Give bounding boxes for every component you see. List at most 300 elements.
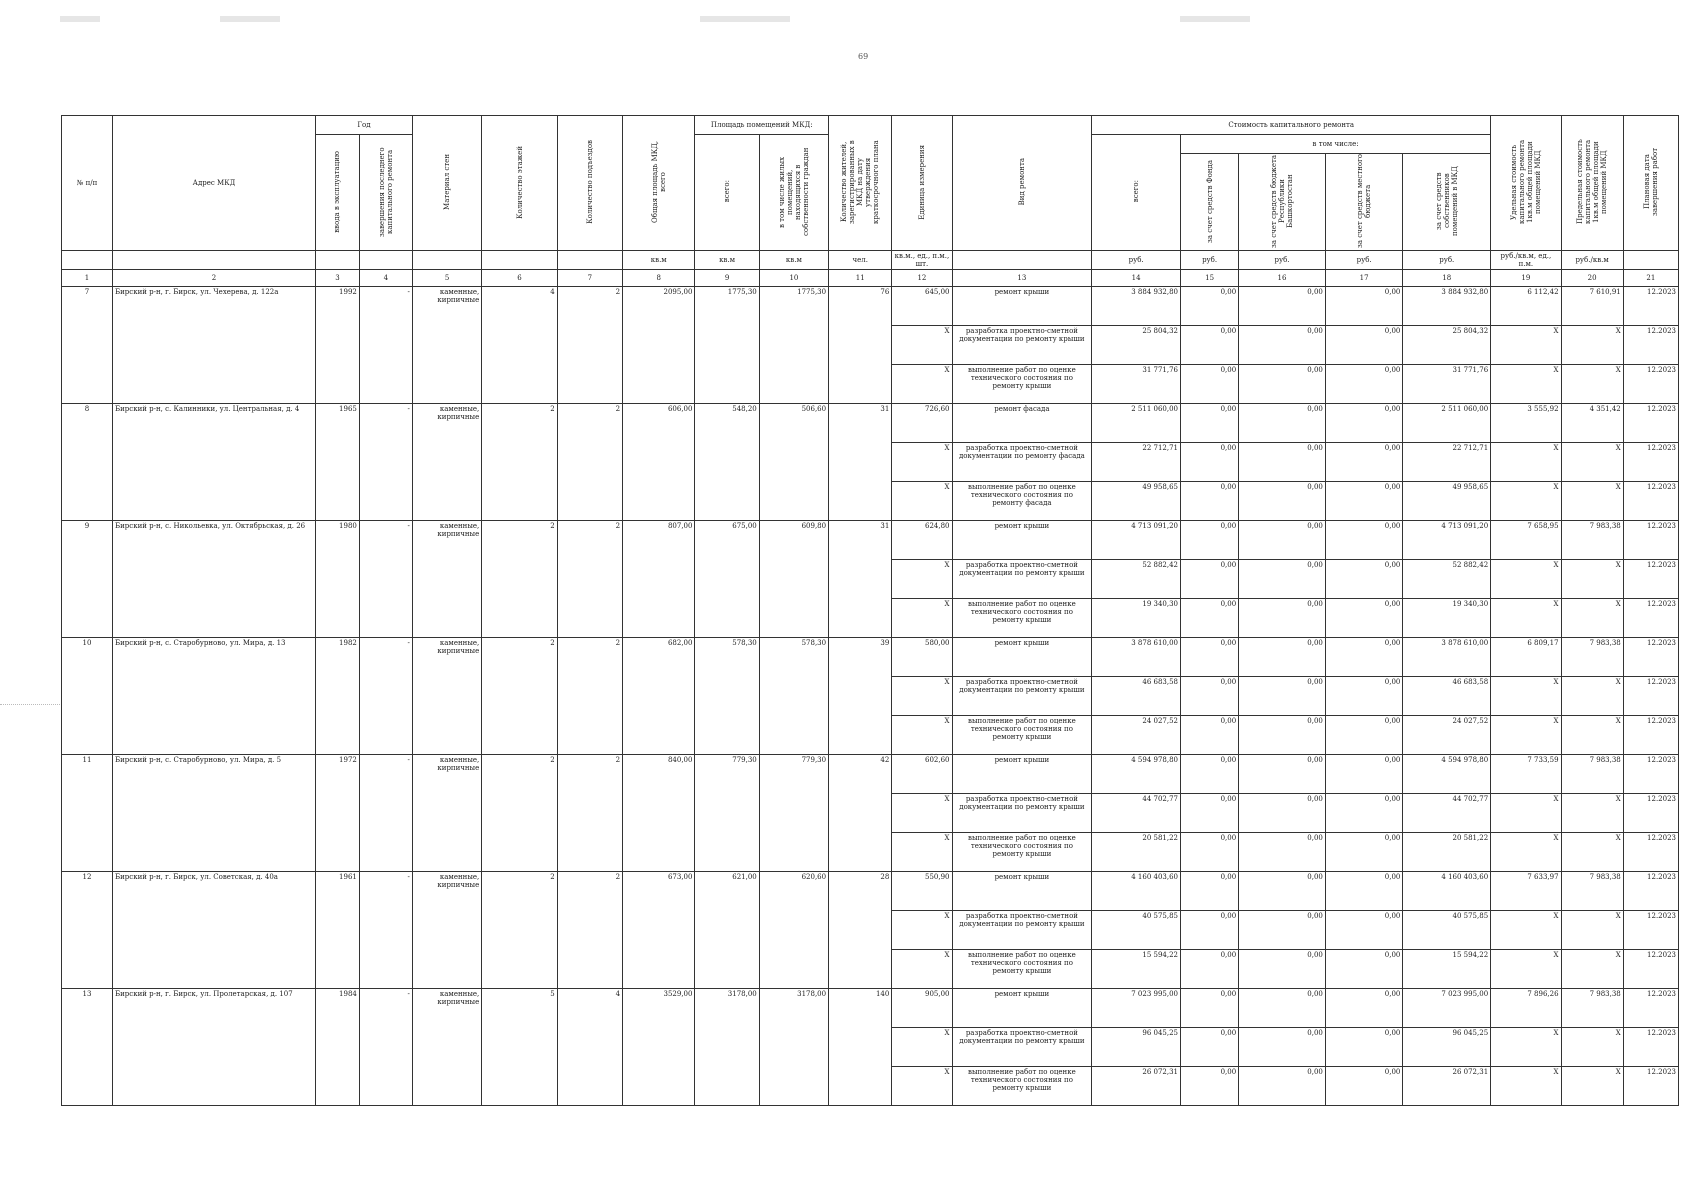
work-cost-total: 44 702,77 [1092, 794, 1181, 833]
unit-cell: чел. [829, 251, 892, 270]
column-number: 5 [412, 270, 481, 287]
record-area-total: 675,00 [695, 521, 759, 638]
work-type: выполнение работ по оценке технического состояния по ремонту крыши [952, 1067, 1092, 1106]
unit-cell: руб./кв.м, ед., п.м. [1491, 251, 1561, 270]
hdr-year-group: Год [316, 116, 413, 135]
record-year-built: 1982 [316, 638, 360, 755]
records-body [62, 287, 1679, 1106]
record-residents: 31 [829, 521, 892, 638]
work-max-cost: X [1561, 365, 1623, 404]
work-cost-total: 20 581,22 [1092, 833, 1181, 872]
record-area-residential: 506,60 [759, 404, 828, 521]
work-planned-date: 12.2023 [1623, 560, 1678, 599]
work-cost-owners: 25 804,32 [1403, 326, 1491, 365]
work-planned-date: 12.2023 [1623, 716, 1678, 755]
work-cost-fund: 0,00 [1181, 521, 1239, 560]
record-area-residential: 578,30 [759, 638, 828, 755]
record-floors: 2 [482, 638, 557, 755]
scan-noise [220, 16, 280, 22]
work-cost-fund: 0,00 [1181, 677, 1239, 716]
work-cost-local: 0,00 [1325, 482, 1403, 521]
work-cost-owners: 7 023 995,00 [1403, 989, 1491, 1028]
record-number: 13 [62, 989, 113, 1106]
record-entrances: 2 [557, 404, 622, 521]
hdr-republic-budget: за счет средств бюджета Республики Башкортостан [1239, 154, 1326, 251]
work-planned-date: 12.2023 [1623, 755, 1678, 794]
scan-noise [700, 16, 790, 22]
work-type: ремонт крыши [952, 755, 1092, 794]
work-cost-local: 0,00 [1325, 365, 1403, 404]
unit-cell: кв.м., ед., п.м., шт. [892, 251, 952, 270]
record-total-area: 682,00 [623, 638, 695, 755]
record-total-area: 840,00 [623, 755, 695, 872]
work-planned-date: 12.2023 [1623, 599, 1678, 638]
work-max-cost: X [1561, 833, 1623, 872]
work-cost-local: 0,00 [1325, 872, 1403, 911]
record-address: Бирский р-н, с. Старобурново, ул. Мира, д. 13 [113, 638, 316, 755]
record-floors: 5 [482, 989, 557, 1106]
record-wall-material: каменные, кирпичные [412, 755, 481, 872]
work-max-cost: 7 983,38 [1561, 638, 1623, 677]
work-planned-date: 12.2023 [1623, 677, 1678, 716]
column-number: 20 [1561, 270, 1623, 287]
unit-cell: руб. [1092, 251, 1181, 270]
scan-noise [1180, 16, 1250, 22]
hdr-year-commission: ввода в эксплуатацию [316, 135, 360, 251]
record-wall-material: каменные, кирпичные [412, 521, 481, 638]
work-specific-cost: X [1491, 833, 1561, 872]
work-max-cost: X [1561, 950, 1623, 989]
capital-repair-table [61, 115, 1679, 1106]
record-total-area: 807,00 [623, 521, 695, 638]
work-unit-value: X [892, 950, 952, 989]
work-cost-total: 3 878 610,00 [1092, 638, 1181, 677]
work-cost-local: 0,00 [1325, 287, 1403, 326]
record-total-area: 673,00 [623, 872, 695, 989]
work-unit-value: 550,90 [892, 872, 952, 911]
work-specific-cost: X [1491, 482, 1561, 521]
work-type: выполнение работ по оценке технического состояния по ремонту фасада [952, 482, 1092, 521]
work-cost-owners: 96 045,25 [1403, 1028, 1491, 1067]
record-number: 8 [62, 404, 113, 521]
work-planned-date: 12.2023 [1623, 1028, 1678, 1067]
work-cost-fund: 0,00 [1181, 716, 1239, 755]
work-cost-owners: 52 882,42 [1403, 560, 1491, 599]
record-year-built: 1980 [316, 521, 360, 638]
work-specific-cost: X [1491, 365, 1561, 404]
work-cost-total: 31 771,76 [1092, 365, 1181, 404]
work-cost-total: 15 594,22 [1092, 950, 1181, 989]
work-type: выполнение работ по оценке технического состояния по ремонту крыши [952, 365, 1092, 404]
work-cost-fund: 0,00 [1181, 638, 1239, 677]
work-max-cost: X [1561, 911, 1623, 950]
record-year-repair: - [359, 521, 412, 638]
work-planned-date: 12.2023 [1623, 287, 1678, 326]
table-row [62, 404, 1679, 443]
work-unit-value: X [892, 560, 952, 599]
work-type: разработка проектно-сметной документации по ремонту крыши [952, 1028, 1092, 1067]
work-planned-date: 12.2023 [1623, 1067, 1678, 1106]
work-type: выполнение работ по оценке технического состояния по ремонту крыши [952, 950, 1092, 989]
record-residents: 76 [829, 287, 892, 404]
hdr-year-last-repair: завершения последнего капитального ремонта [359, 135, 412, 251]
work-cost-total: 24 027,52 [1092, 716, 1181, 755]
work-planned-date: 12.2023 [1623, 521, 1678, 560]
record-wall-material: каменные, кирпичные [412, 404, 481, 521]
work-cost-owners: 3 884 932,80 [1403, 287, 1491, 326]
work-cost-republic: 0,00 [1239, 599, 1326, 638]
record-wall-material: каменные, кирпичные [412, 287, 481, 404]
hdr-fund: за счет средств Фонда [1181, 154, 1239, 251]
work-specific-cost: 3 555,92 [1491, 404, 1561, 443]
work-unit-value: 580,00 [892, 638, 952, 677]
work-cost-republic: 0,00 [1239, 404, 1326, 443]
record-year-repair: - [359, 872, 412, 989]
record-wall-material: каменные, кирпичные [412, 989, 481, 1106]
work-type: выполнение работ по оценке технического состояния по ремонту крыши [952, 833, 1092, 872]
work-cost-local: 0,00 [1325, 950, 1403, 989]
column-number: 3 [316, 270, 360, 287]
record-residents: 28 [829, 872, 892, 989]
record-residents: 31 [829, 404, 892, 521]
column-number: 4 [359, 270, 412, 287]
work-specific-cost: X [1491, 443, 1561, 482]
record-address: Бирский р-н, г. Бирск, ул. Советская, д. 40а [113, 872, 316, 989]
work-max-cost: X [1561, 599, 1623, 638]
work-max-cost: X [1561, 326, 1623, 365]
record-year-repair: - [359, 755, 412, 872]
work-cost-republic: 0,00 [1239, 560, 1326, 599]
work-specific-cost: 7 658,95 [1491, 521, 1561, 560]
work-specific-cost: X [1491, 1067, 1561, 1106]
hdr-total-area: Общая площадь МКД, всего [623, 116, 695, 251]
work-unit-value: 905,00 [892, 989, 952, 1028]
work-specific-cost: X [1491, 1028, 1561, 1067]
work-cost-owners: 46 683,58 [1403, 677, 1491, 716]
hdr-owners: за счет средств собственников помещений в МКД [1403, 154, 1491, 251]
record-floors: 2 [482, 872, 557, 989]
work-specific-cost: X [1491, 794, 1561, 833]
work-cost-total: 7 023 995,00 [1092, 989, 1181, 1028]
work-cost-total: 49 958,65 [1092, 482, 1181, 521]
work-specific-cost: X [1491, 950, 1561, 989]
work-unit-value: X [892, 833, 952, 872]
work-cost-local: 0,00 [1325, 1028, 1403, 1067]
record-entrances: 4 [557, 989, 622, 1106]
work-cost-fund: 0,00 [1181, 872, 1239, 911]
work-type: разработка проектно-сметной документации по ремонту крыши [952, 794, 1092, 833]
hdr-cost-total: всего: [1092, 135, 1181, 251]
work-cost-owners: 24 027,52 [1403, 716, 1491, 755]
hdr-entrances: Количество подъездов [557, 116, 622, 251]
work-cost-owners: 4 713 091,20 [1403, 521, 1491, 560]
scan-artifact-line [0, 704, 60, 705]
record-wall-material: каменные, кирпичные [412, 638, 481, 755]
column-number: 8 [623, 270, 695, 287]
unit-cell: руб. [1403, 251, 1491, 270]
page-number: 69 [858, 52, 869, 61]
work-cost-republic: 0,00 [1239, 443, 1326, 482]
work-specific-cost: X [1491, 326, 1561, 365]
column-number: 11 [829, 270, 892, 287]
work-unit-value: 602,60 [892, 755, 952, 794]
work-cost-total: 46 683,58 [1092, 677, 1181, 716]
work-max-cost: X [1561, 1067, 1623, 1106]
work-cost-total: 4 160 403,60 [1092, 872, 1181, 911]
record-floors: 2 [482, 521, 557, 638]
record-year-repair: - [359, 989, 412, 1106]
work-cost-owners: 20 581,22 [1403, 833, 1491, 872]
work-type: ремонт крыши [952, 989, 1092, 1028]
work-cost-fund: 0,00 [1181, 755, 1239, 794]
unit-cell: руб. [1239, 251, 1326, 270]
work-specific-cost: 7 896,26 [1491, 989, 1561, 1028]
work-cost-total: 52 882,42 [1092, 560, 1181, 599]
work-type: разработка проектно-сметной документации по ремонту крыши [952, 677, 1092, 716]
unit-cell: кв.м [695, 251, 759, 270]
work-specific-cost: 7 733,59 [1491, 755, 1561, 794]
work-max-cost: 7 983,38 [1561, 989, 1623, 1028]
work-unit-value: X [892, 482, 952, 521]
work-specific-cost: X [1491, 599, 1561, 638]
column-number: 15 [1181, 270, 1239, 287]
work-cost-owners: 40 575,85 [1403, 911, 1491, 950]
column-number: 13 [952, 270, 1092, 287]
record-area-total: 548,20 [695, 404, 759, 521]
work-max-cost: X [1561, 716, 1623, 755]
work-cost-owners: 2 511 060,00 [1403, 404, 1491, 443]
hdr-specific-cost: Удельная стоимость капитального ремонта 1кв.м общей площади помещений МКД [1491, 116, 1561, 251]
work-cost-republic: 0,00 [1239, 287, 1326, 326]
work-type: ремонт крыши [952, 638, 1092, 677]
work-type: выполнение работ по оценке технического состояния по ремонту крыши [952, 716, 1092, 755]
record-floors: 2 [482, 404, 557, 521]
work-unit-value: X [892, 443, 952, 482]
column-number: 10 [759, 270, 828, 287]
work-type: ремонт крыши [952, 287, 1092, 326]
record-address: Бирский р-н, с. Никольевка, ул. Октябрьская, д. 26 [113, 521, 316, 638]
work-cost-fund: 0,00 [1181, 404, 1239, 443]
work-cost-republic: 0,00 [1239, 677, 1326, 716]
work-planned-date: 12.2023 [1623, 989, 1678, 1028]
work-cost-republic: 0,00 [1239, 950, 1326, 989]
record-year-repair: - [359, 404, 412, 521]
work-unit-value: X [892, 677, 952, 716]
record-number: 9 [62, 521, 113, 638]
hdr-wall-material: Материал стен [412, 116, 481, 251]
work-cost-fund: 0,00 [1181, 950, 1239, 989]
record-area-residential: 609,80 [759, 521, 828, 638]
record-area-residential: 3178,00 [759, 989, 828, 1106]
record-area-residential: 779,30 [759, 755, 828, 872]
work-cost-total: 2 511 060,00 [1092, 404, 1181, 443]
work-max-cost: X [1561, 560, 1623, 599]
work-planned-date: 12.2023 [1623, 794, 1678, 833]
work-unit-value: X [892, 1028, 952, 1067]
work-specific-cost: X [1491, 560, 1561, 599]
work-unit-value: X [892, 326, 952, 365]
work-type: разработка проектно-сметной документации по ремонту фасада [952, 443, 1092, 482]
work-cost-owners: 44 702,77 [1403, 794, 1491, 833]
hdr-planned-date: Плановая дата завершения работ [1623, 116, 1678, 251]
work-cost-owners: 4 160 403,60 [1403, 872, 1491, 911]
work-unit-value: X [892, 794, 952, 833]
record-area-total: 621,00 [695, 872, 759, 989]
record-area-residential: 620,60 [759, 872, 828, 989]
record-residents: 140 [829, 989, 892, 1106]
work-cost-local: 0,00 [1325, 560, 1403, 599]
work-cost-local: 0,00 [1325, 755, 1403, 794]
record-entrances: 2 [557, 638, 622, 755]
column-number: 1 [62, 270, 113, 287]
record-number: 11 [62, 755, 113, 872]
work-cost-fund: 0,00 [1181, 989, 1239, 1028]
unit-cell: руб. [1325, 251, 1403, 270]
hdr-local-budget: за счет средств местного бюджета [1325, 154, 1403, 251]
table-row [62, 872, 1679, 911]
record-entrances: 2 [557, 872, 622, 989]
record-entrances: 2 [557, 287, 622, 404]
column-number: 21 [1623, 270, 1678, 287]
hdr-address: Адрес МКД [113, 116, 316, 251]
hdr-cost-group: Стоимость капитального ремонта [1092, 116, 1491, 135]
column-number: 12 [892, 270, 952, 287]
work-specific-cost: 6 809,17 [1491, 638, 1561, 677]
work-cost-republic: 0,00 [1239, 911, 1326, 950]
work-cost-republic: 0,00 [1239, 638, 1326, 677]
column-number: 19 [1491, 270, 1561, 287]
work-planned-date: 12.2023 [1623, 404, 1678, 443]
column-number: 18 [1403, 270, 1491, 287]
record-floors: 4 [482, 287, 557, 404]
work-cost-local: 0,00 [1325, 404, 1403, 443]
record-entrances: 2 [557, 521, 622, 638]
unit-cell: кв.м [759, 251, 828, 270]
work-unit-value: 624,80 [892, 521, 952, 560]
work-max-cost: X [1561, 1028, 1623, 1067]
work-cost-fund: 0,00 [1181, 833, 1239, 872]
work-max-cost: 7 610,91 [1561, 287, 1623, 326]
hdr-unit: Единица измерения [892, 116, 952, 251]
work-cost-fund: 0,00 [1181, 287, 1239, 326]
work-cost-local: 0,00 [1325, 638, 1403, 677]
work-cost-republic: 0,00 [1239, 989, 1326, 1028]
work-cost-fund: 0,00 [1181, 911, 1239, 950]
hdr-premises-total: всего: [695, 135, 759, 251]
work-cost-republic: 0,00 [1239, 1028, 1326, 1067]
record-year-built: 1972 [316, 755, 360, 872]
table-row [62, 989, 1679, 1028]
record-area-total: 1775,30 [695, 287, 759, 404]
column-number: 2 [113, 270, 316, 287]
work-type: ремонт крыши [952, 872, 1092, 911]
work-cost-local: 0,00 [1325, 599, 1403, 638]
record-total-area: 3529,00 [623, 989, 695, 1106]
column-number: 17 [1325, 270, 1403, 287]
work-type: разработка проектно-сметной документации по ремонту крыши [952, 560, 1092, 599]
work-cost-owners: 49 958,65 [1403, 482, 1491, 521]
work-cost-republic: 0,00 [1239, 872, 1326, 911]
work-planned-date: 12.2023 [1623, 911, 1678, 950]
work-cost-fund: 0,00 [1181, 1067, 1239, 1106]
unit-cell: кв.м [623, 251, 695, 270]
work-cost-republic: 0,00 [1239, 365, 1326, 404]
record-number: 7 [62, 287, 113, 404]
record-area-residential: 1775,30 [759, 287, 828, 404]
hdr-incl: в том числе: [1181, 135, 1491, 154]
work-type: разработка проектно-сметной документации по ремонту крыши [952, 326, 1092, 365]
work-cost-total: 40 575,85 [1092, 911, 1181, 950]
work-max-cost: 4 351,42 [1561, 404, 1623, 443]
work-specific-cost: X [1491, 677, 1561, 716]
work-cost-local: 0,00 [1325, 794, 1403, 833]
work-cost-republic: 0,00 [1239, 755, 1326, 794]
work-cost-owners: 31 771,76 [1403, 365, 1491, 404]
work-cost-total: 19 340,30 [1092, 599, 1181, 638]
unit-cell: руб./кв.м [1561, 251, 1623, 270]
work-max-cost: 7 983,38 [1561, 521, 1623, 560]
record-area-total: 578,30 [695, 638, 759, 755]
hdr-floors: Количество этажей [482, 116, 557, 251]
hdr-work-type: Вид ремонта [952, 116, 1092, 251]
work-planned-date: 12.2023 [1623, 482, 1678, 521]
record-entrances: 2 [557, 755, 622, 872]
work-unit-value: 726,60 [892, 404, 952, 443]
work-cost-republic: 0,00 [1239, 482, 1326, 521]
work-cost-owners: 19 340,30 [1403, 599, 1491, 638]
work-cost-total: 4 713 091,20 [1092, 521, 1181, 560]
work-cost-owners: 15 594,22 [1403, 950, 1491, 989]
column-number: 14 [1092, 270, 1181, 287]
record-area-total: 3178,00 [695, 989, 759, 1106]
column-numbers-row [62, 270, 1679, 287]
work-max-cost: X [1561, 794, 1623, 833]
work-cost-fund: 0,00 [1181, 482, 1239, 521]
work-cost-local: 0,00 [1325, 521, 1403, 560]
table-row [62, 521, 1679, 560]
column-number: 6 [482, 270, 557, 287]
work-max-cost: 7 983,38 [1561, 872, 1623, 911]
work-specific-cost: X [1491, 911, 1561, 950]
work-type: ремонт фасада [952, 404, 1092, 443]
record-total-area: 606,00 [623, 404, 695, 521]
work-cost-total: 26 072,31 [1092, 1067, 1181, 1106]
units-row [62, 251, 1679, 270]
column-number: 9 [695, 270, 759, 287]
work-planned-date: 12.2023 [1623, 638, 1678, 677]
work-specific-cost: 7 633,97 [1491, 872, 1561, 911]
work-cost-local: 0,00 [1325, 677, 1403, 716]
work-planned-date: 12.2023 [1623, 365, 1678, 404]
record-floors: 2 [482, 755, 557, 872]
work-type: ремонт крыши [952, 521, 1092, 560]
hdr-max-cost: Предельная стоимость капитального ремонта 1кв.м общей площади помещений МКД [1561, 116, 1623, 251]
work-unit-value: X [892, 599, 952, 638]
work-cost-republic: 0,00 [1239, 794, 1326, 833]
record-residents: 42 [829, 755, 892, 872]
work-cost-total: 96 045,25 [1092, 1028, 1181, 1067]
unit-cell: руб. [1181, 251, 1239, 270]
work-cost-local: 0,00 [1325, 326, 1403, 365]
work-cost-owners: 26 072,31 [1403, 1067, 1491, 1106]
work-cost-fund: 0,00 [1181, 326, 1239, 365]
table-row [62, 638, 1679, 677]
record-year-built: 1965 [316, 404, 360, 521]
work-max-cost: 7 983,38 [1561, 755, 1623, 794]
record-wall-material: каменные, кирпичные [412, 872, 481, 989]
work-planned-date: 12.2023 [1623, 326, 1678, 365]
work-planned-date: 12.2023 [1623, 833, 1678, 872]
